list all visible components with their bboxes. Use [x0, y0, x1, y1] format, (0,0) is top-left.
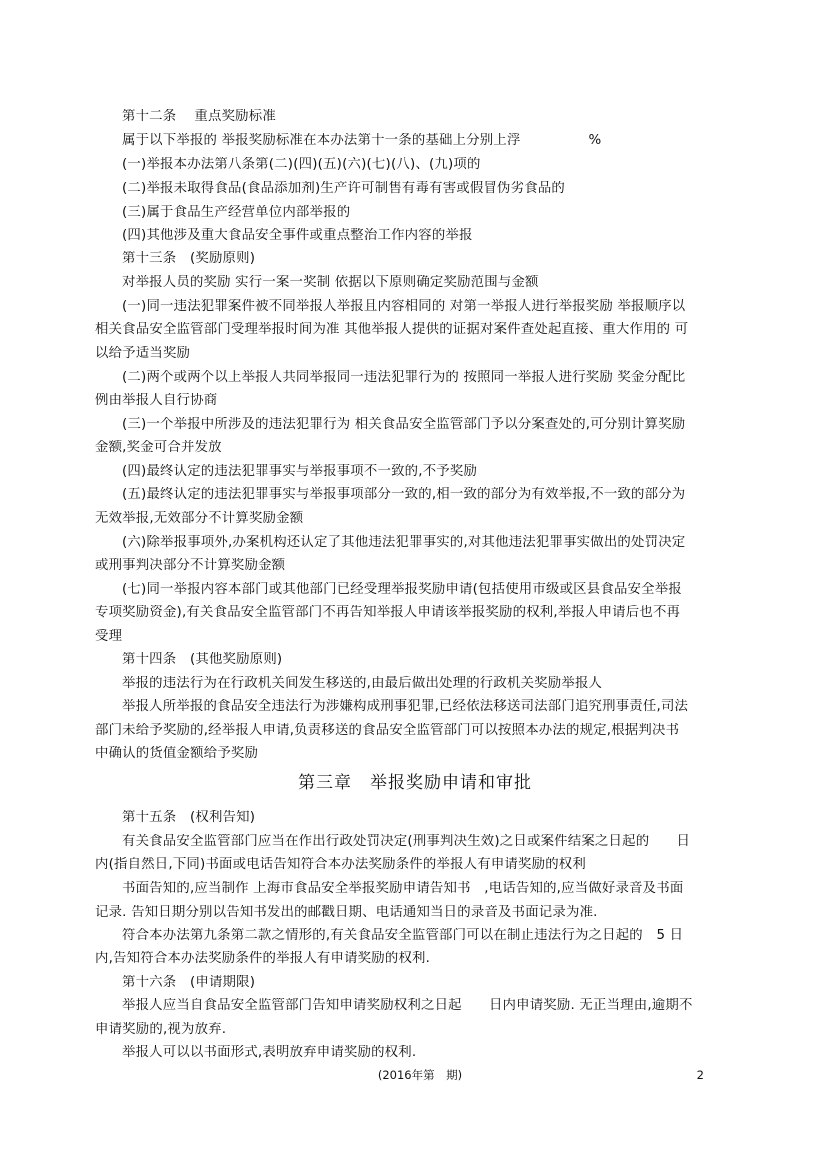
- paragraph-line: (一)同一违法犯罪案件被不同举报人举报且内容相同的 对第一举报人进行举报奖励 举报顺序以: [122, 299, 686, 314]
- paragraph-line: (四)其他涉及重大食品安全事件或重点整治工作内容的举报: [122, 228, 473, 243]
- paragraph-line: 专项奖励资金),有关食品安全监管部门不再告知举报人申请该举报奖励的权利,举报人申请后也不再: [95, 605, 681, 620]
- paragraph-line: 或刑事判决部分不计算奖励金额: [95, 558, 286, 573]
- paragraph-line: 记录. 告知日期分别以告知书发出的邮戳日期、电话通知当日的录音及书面记录为准.: [95, 905, 598, 920]
- paragraph-line: 书面告知的,应当制作 上海市食品安全举报奖励申请告知书 ,电话告知的,应当做好录音及书面: [122, 881, 684, 896]
- paragraph-line: (三)一个举报中所涉及的违法犯罪行为 相关食品安全监管部门予以分案查处的,可分别计算奖励: [122, 417, 686, 432]
- paragraph-line: (二)两个或两个以上举报人共同举报同一违法犯罪行为的 按照同一举报人进行奖励 奖金分配比: [122, 370, 686, 385]
- paragraph-line: 符合本办法第九条第二款之情形的,有关食品安全监管部门可以在制止违法行为之日起的 5 日: [122, 928, 684, 943]
- page-number: 2: [696, 1068, 704, 1082]
- paragraph-line: (六)除举报事项外,办案机构还认定了其他违法犯罪事实的,对其他违法犯罪事实做出的处罚决定: [122, 535, 686, 550]
- article-15-heading: 第十五条 (权利告知): [122, 810, 256, 825]
- paragraph-line: (三)属于食品生产经营单位内部举报的: [122, 205, 351, 220]
- paragraph-line: 内(指自然日,下同)书面或电话告知符合本办法奖励条件的举报人有申请奖励的权利: [95, 857, 586, 872]
- paragraph-line: 申请奖励的,视为放弃.: [95, 1022, 227, 1037]
- paragraph-line: 中确认的货值金额给予奖励: [95, 746, 259, 761]
- paragraph-line: (二)举报未取得食品(食品添加剂)生产许可制售有毒有害或假冒伪劣食品的: [122, 181, 566, 196]
- paragraph-line: 属于以下举报的 举报奖励标准在本办法第十一条的基础上分别上浮 %: [122, 133, 602, 148]
- paragraph-line: 以给予适当奖励: [95, 346, 191, 361]
- chapter-3-title: 第三章 举报奖励申请和审批: [298, 773, 532, 793]
- article-14-heading: 第十四条 (其他奖励原则): [122, 652, 283, 667]
- issue-footer: (2016年第 期): [377, 1068, 463, 1082]
- paragraph-line: 内,告知符合本办法奖励条件的举报人有申请奖励的权利.: [95, 951, 431, 966]
- paragraph-line: 受理: [95, 629, 123, 644]
- paragraph-line: 举报人应当自食品安全监管部门告知申请奖励权利之日起 日内申请奖励. 无正当理由,逾期不: [122, 998, 693, 1013]
- article-13-heading: 第十三条 (奖励原则): [122, 251, 256, 266]
- paragraph-line: 举报的违法行为在行政机关间发生移送的,由最后做出处理的行政机关奖励举报人: [122, 676, 603, 691]
- paragraph-line: (五)最终认定的违法犯罪事实与举报事项部分一致的,相一致的部分为有效举报,不一致的部分为: [122, 487, 686, 502]
- paragraph-line: 有关食品安全监管部门应当在作出行政处罚决定(刑事判决生效)之日或案件结案之日起的 日: [122, 834, 691, 849]
- paragraph-line: 部门未给予奖励的,经举报人申请,负责移送的食品安全监管部门可以按照本办法的规定,根据判决书: [95, 723, 680, 738]
- paragraph-line: 金额,奖金可合并发放: [95, 440, 222, 455]
- paragraph-line: (四)最终认定的违法犯罪事实与举报事项不一致的,不予奖励: [122, 464, 478, 479]
- article-16-heading: 第十六条 (申请期限): [122, 975, 256, 990]
- paragraph-line: 对举报人员的奖励 实行一案一奖制 依据以下原则确定奖励范围与金额: [122, 275, 539, 290]
- paragraph-line: 例由举报人自行协商: [95, 393, 218, 408]
- paragraph-line: 举报人所举报的食品安全违法行为涉嫌构成刑事犯罪,已经依法移送司法部门追究刑事责任,司法: [122, 699, 689, 714]
- paragraph-line: 相关食品安全监管部门受理举报时间为准 其他举报人提供的证据对案件查处起直接、重大作用的 可: [95, 322, 689, 337]
- paragraph-line: 无效举报,无效部分不计算奖励金额: [95, 511, 304, 526]
- paragraph-line: (七)同一举报内容本部门或其他部门已经受理举报奖励申请(包括使用市级或区县食品安全举报: [122, 582, 682, 597]
- paragraph-line: (一)举报本办法第八条第(二)(四)(五)(六)(七)(八)、(九)项的: [122, 157, 481, 172]
- article-12-heading: 第十二条 重点奖励标准: [122, 109, 276, 124]
- paragraph-line: 举报人可以以书面形式,表明放弃申请奖励的权利.: [122, 1045, 417, 1060]
